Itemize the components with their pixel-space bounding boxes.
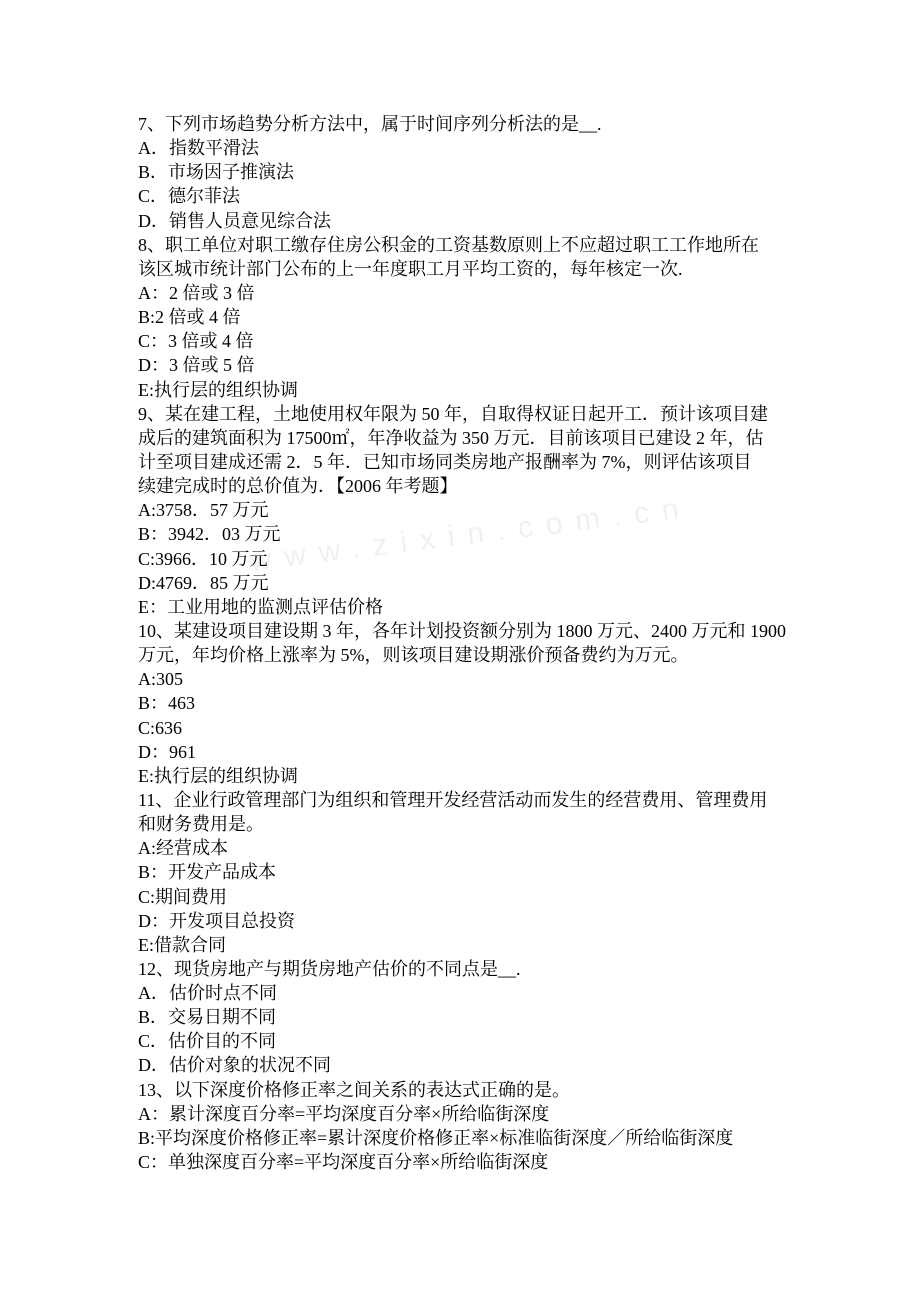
- option-d: D:4769．85 万元: [138, 572, 269, 593]
- option-b: B:平均深度价格修正率=累计深度价格修正率×标准临街深度／所给临街深度: [138, 1127, 734, 1148]
- option-e: E:执行层的组织协调: [138, 765, 298, 786]
- question-12: [138, 957, 838, 1078]
- question-stem-line: 13、以下深度价格修正率之间关系的表达式正确的是。: [138, 1079, 570, 1100]
- question-stem-line: 10、某建设项目建设期 3 年，各年计划投资额分别为 1800 万元、2400 万元和 1900: [138, 620, 786, 641]
- option-c: C．德尔菲法: [138, 186, 241, 207]
- option-c: C:636: [138, 717, 183, 738]
- option-c: C：单独深度百分率=平均深度百分率×所给临街深度: [138, 1152, 549, 1173]
- question-stem-line: 和财务费用是。: [138, 814, 264, 835]
- question-stem-line: 万元，年均价格上涨率为 5%，则该项目建设期涨价预备费约为万元。: [138, 645, 689, 666]
- option-d: D．估价对象的状况不同: [138, 1055, 331, 1076]
- question-8: [138, 233, 838, 402]
- question-stem-line: 该区城市统计部门公布的上一年度职工月平均工资的，每年核定一次.: [138, 258, 683, 279]
- option-e: E：工业用地的监测点评估价格: [138, 596, 383, 617]
- option-a: A．估价时点不同: [138, 983, 277, 1004]
- question-stem-line: 11、企业行政管理部门为组织和管理开发经营活动而发生的经营费用、管理费用: [138, 789, 768, 810]
- option-a: A:305: [138, 669, 183, 690]
- option-d: D：3 倍或 5 倍: [138, 355, 255, 376]
- question-stem-line: 7、下列市场趋势分析方法中，属于时间序列分析法的是__.: [138, 114, 602, 134]
- option-d: D：开发项目总投资: [138, 910, 295, 931]
- question-7: [138, 112, 838, 233]
- question-stem-line: 8、职工单位对职工缴存住房公积金的工资基数原则上不应超过职工工作地所在: [138, 234, 759, 255]
- option-d: D：961: [138, 741, 196, 762]
- option-d: D．销售人员意见综合法: [138, 210, 331, 231]
- question-10: [138, 619, 838, 788]
- question-11: [138, 788, 838, 957]
- question-stem-line: 计至项目建成还需 2．5 年．已知市场同类房地产报酬率为 7%，则评估该项目: [138, 451, 752, 472]
- option-c: C:3966．10 万元: [138, 548, 268, 569]
- watermark: www.zixin.com.cn: [247, 490, 694, 578]
- option-b: B．市场因子推演法: [138, 162, 295, 183]
- question-list: [138, 112, 838, 1174]
- option-e: E:执行层的组织协调: [138, 379, 298, 400]
- option-a: A:3758．57 万元: [138, 500, 269, 521]
- option-a: A：累计深度百分率=平均深度百分率×所给临街深度: [138, 1103, 550, 1124]
- option-a: A:经营成本: [138, 838, 228, 859]
- option-e: E:借款合同: [138, 934, 226, 955]
- question-stem-line: 9、某在建工程，土地使用权年限为 50 年，自取得权证日起开工．预计该项目建: [138, 403, 768, 424]
- option-c: C：3 倍或 4 倍: [138, 331, 254, 352]
- option-a: A．指数平滑法: [138, 138, 259, 159]
- option-c: C．估价目的不同: [138, 1031, 277, 1052]
- option-b: B:2 倍或 4 倍: [138, 307, 241, 328]
- option-a: A：2 倍或 3 倍: [138, 282, 255, 303]
- option-b: B：463: [138, 693, 196, 714]
- question-stem-line: 续建完成时的总价值为．【2006 年考题】: [138, 476, 458, 497]
- option-b: B．交易日期不同: [138, 1007, 277, 1028]
- option-b: B：开发产品成本: [138, 862, 277, 883]
- option-b: B：3942．03 万元: [138, 524, 281, 545]
- question-9: [138, 402, 838, 619]
- question-stem-line: 12、现货房地产与期货房地产估价的不同点是__.: [138, 958, 521, 979]
- option-c: C:期间费用: [138, 886, 228, 907]
- question-stem-line: 成后的建筑面积为 17500㎡，年净收益为 350 万元．目前该项目已建设 2 年，估: [138, 427, 764, 448]
- question-13: [138, 1078, 838, 1175]
